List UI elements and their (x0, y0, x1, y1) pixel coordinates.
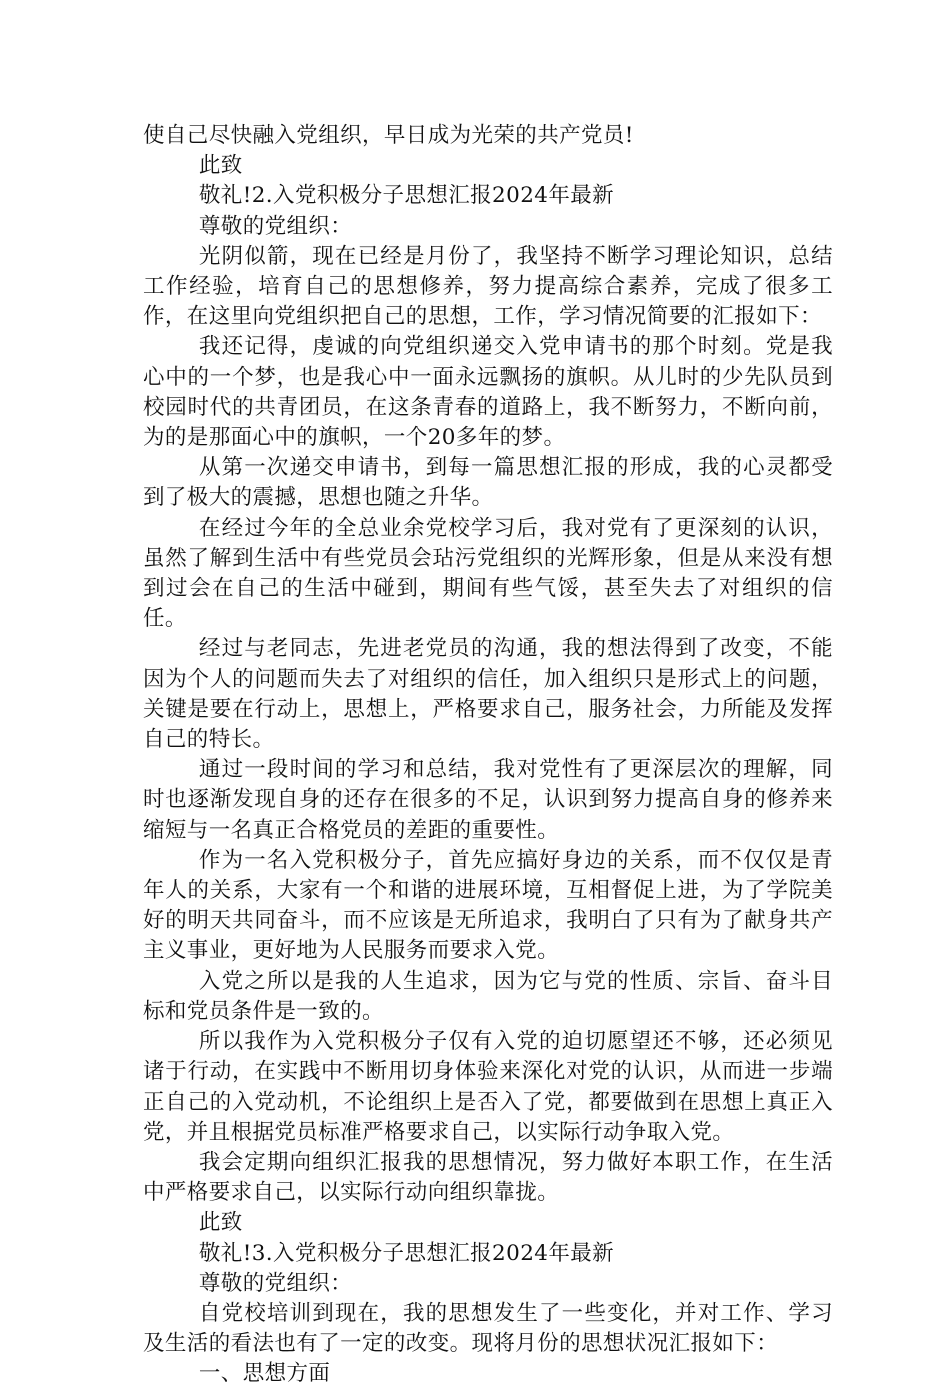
paragraph: 经过与老同志，先进老党员的沟通，我的想法得到了改变，不能因为个人的问题而失去了对组织的信任，加入组织只是形式上的问题，关键是要在行动上，思想上，严格要求自己，服务社会，力所能及发挥自己的特长。 (143, 636, 833, 753)
paragraph: 光阴似箭，现在已经是月份了，我坚持不断学习理论知识，总结工作经验，培育自己的思想修养，努力提高综合素养，完成了很多工作，在这里向党组织把自己的思想，工作，学习情况简要的汇报如下： (143, 243, 833, 330)
paragraph: 通过一段时间的学习和总结，我对党性有了更深层次的理解，同时也逐渐发现自身的还存在很多的不足，认识到努力提高自身的修养来缩短与一名真正合格党员的差距的重要性。 (143, 757, 833, 843)
section-heading: 敬礼!3.入党积极分子思想汇报2024年最新 (198, 1240, 615, 1266)
document-body (143, 121, 833, 1390)
paragraph: 我会定期向组织汇报我的思想情况，努力做好本职工作，在生活中严格要求自己，以实际行动向组织靠拢。 (143, 1149, 833, 1206)
section-heading: 敬礼!2.入党积极分子思想汇报2024年最新 (198, 183, 615, 209)
closing-salutation: 此致 (198, 1210, 243, 1236)
paragraph: 我还记得，虔诚的向党组织递交入党申请书的那个时刻。党是我心中的一个梦，也是我心中一面永远飘扬的旗帜。从儿时的少先队员到校园时代的共青团员，在这条青春的道路上，我不断努力，不断向前，为的是那面心中的旗帜，一个20多年的梦。 (143, 334, 833, 451)
closing-salutation: 此致 (198, 153, 243, 179)
paragraph: 使自己尽快融入党组织，早日成为光荣的共产党员! (143, 123, 634, 148)
paragraph: 入党之所以是我的人生追求，因为它与党的性质、宗旨、奋斗目标和党员条件是一致的。 (143, 968, 833, 1024)
greeting: 尊敬的党组织： (198, 213, 353, 239)
paragraph: 从第一次递交申请书，到每一篇思想汇报的形成，我的心灵都受到了极大的震撼，思想也随之升华。 (143, 455, 833, 511)
greeting: 尊敬的党组织： (198, 1270, 353, 1296)
subsection-heading: 一、思想方面 (198, 1361, 331, 1387)
paragraph: 自党校培训到现在，我的思想发生了一些变化，并对工作、学习及生活的看法也有了一定的改变。现将月份的思想状况汇报如下： (143, 1300, 833, 1357)
paragraph: 在经过今年的全总业余党校学习后，我对党有了更深刻的认识，虽然了解到生活中有些党员会玷污党组织的光辉形象，但是从来没有想到过会在自己的生活中碰到，期间有些气馁，甚至失去了对组织的信任。 (143, 515, 833, 632)
paragraph: 所以我作为入党积极分子仅有入党的迫切愿望还不够，还必须见诸于行动，在实践中不断用切身体验来深化对党的认识，从而进一步端正自己的入党动机，不论组织上是否入了党，都要做到在思想上真正入党，并且根据党员标准严格要求自己，以实际行动争取入党。 (143, 1029, 833, 1145)
paragraph: 作为一名入党积极分子，首先应搞好身边的关系，而不仅仅是青年人的关系，大家有一个和谐的进展环境，互相督促上进，为了学院美好的明天共同奋斗，而不应该是无所追求，我明白了只有为了献身共产主义事业，更好地为人民服务而要求入党。 (143, 847, 833, 964)
